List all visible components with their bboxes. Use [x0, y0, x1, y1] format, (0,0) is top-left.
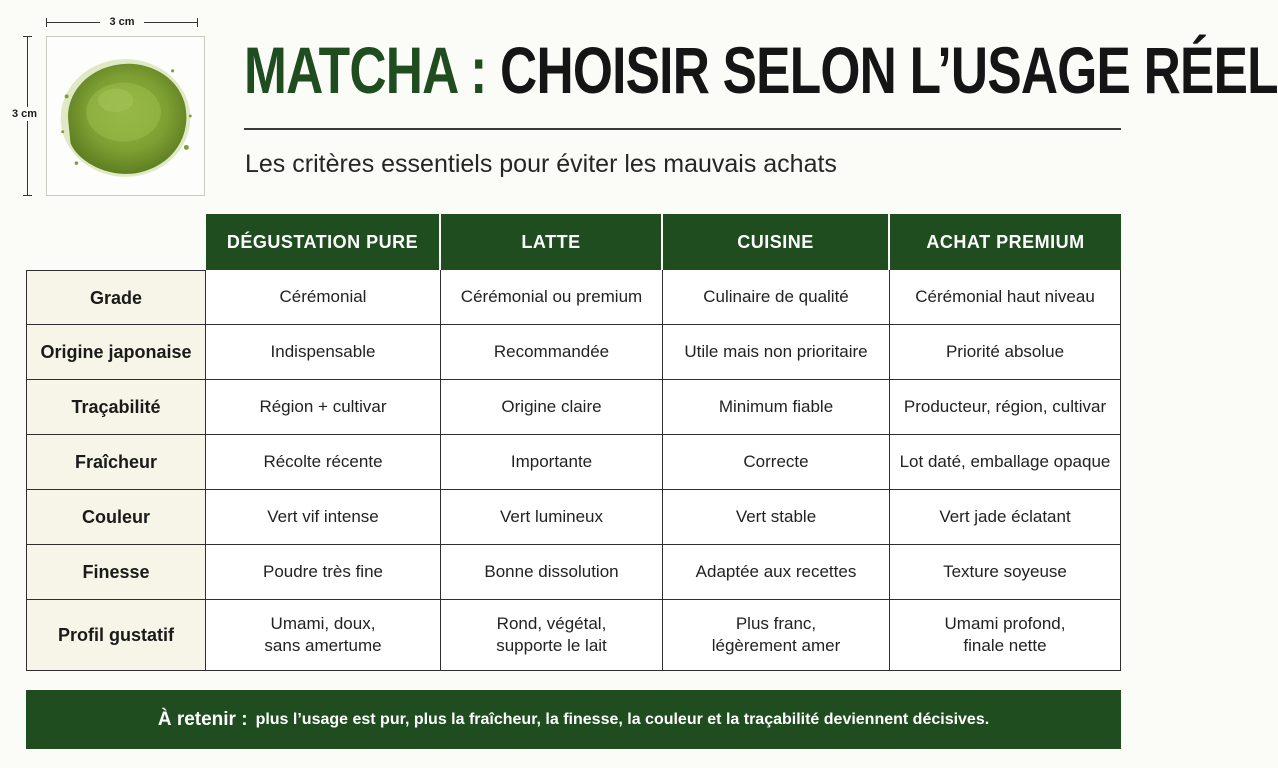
row-header-tracabilite: Traçabilité — [26, 380, 206, 435]
title-divider — [244, 128, 1121, 130]
page-subtitle: Les critères essentiels pour éviter les mauvais achats — [245, 150, 837, 178]
row-header-couleur: Couleur — [26, 490, 206, 545]
table-cell: Vert lumineux — [441, 490, 663, 545]
table-cell: Umami, doux, sans amertume — [206, 600, 441, 671]
table-cell: Vert vif intense — [206, 490, 441, 545]
table-cell: Importante — [441, 435, 663, 490]
table-cell: Culinaire de qualité — [663, 270, 890, 325]
column-header-cuisine: CUISINE — [663, 214, 890, 270]
table-cell: Région + cultivar — [206, 380, 441, 435]
row-header-grade: Grade — [26, 270, 206, 325]
page-title — [244, 28, 1278, 112]
table-cell: Adaptée aux recettes — [663, 545, 890, 600]
table-cell: Récolte récente — [206, 435, 441, 490]
table-cell: Rond, végétal, supporte le lait — [441, 600, 663, 671]
column-header-degustation: DÉGUSTATION PURE — [206, 214, 441, 270]
matcha-powder-image — [46, 36, 205, 196]
table-cell: Origine claire — [441, 380, 663, 435]
table-cell: Cérémonial — [206, 270, 441, 325]
table-cell: Texture soyeuse — [890, 545, 1121, 600]
table-cell: Vert jade éclatant — [890, 490, 1121, 545]
title-accent: MATCHA : — [244, 33, 487, 107]
row-header-origine: Origine japonaise — [26, 325, 206, 380]
column-header-latte: LATTE — [441, 214, 663, 270]
title-rest: CHOISIR SELON L’USAGE RÉEL — [500, 33, 1278, 107]
table-cell: Vert stable — [663, 490, 890, 545]
column-header-achat-premium: ACHAT PREMIUM — [890, 214, 1121, 270]
table-cell: Minimum fiable — [663, 380, 890, 435]
table-cell: Correcte — [663, 435, 890, 490]
table-cell: Umami profond, finale nette — [890, 600, 1121, 671]
table-corner — [26, 214, 206, 270]
takeaway-lead: À retenir : — [157, 708, 248, 730]
table-cell: Recommandée — [441, 325, 663, 380]
row-header-finesse: Finesse — [26, 545, 206, 600]
table-cell: Cérémonial ou premium — [441, 270, 663, 325]
table-cell: Utile mais non prioritaire — [663, 325, 890, 380]
table-cell: Indispensable — [206, 325, 441, 380]
matcha-powder-icon — [47, 37, 204, 195]
row-header-fraicheur: Fraîcheur — [26, 435, 206, 490]
table-cell: Priorité absolue — [890, 325, 1121, 380]
table-cell: Poudre très fine — [206, 545, 441, 600]
table-cell: Producteur, région, cultivar — [890, 380, 1121, 435]
comparison-table — [26, 214, 1121, 671]
row-header-profil-gustatif: Profil gustatif — [26, 600, 206, 671]
takeaway-text: plus l’usage est pur, plus la fraîcheur, la finesse, la couleur et la traçabilité deviennent décisives. — [255, 710, 990, 728]
table-cell: Bonne dissolution — [441, 545, 663, 600]
width-dimension-label: 3 cm — [100, 15, 144, 29]
takeaway-banner — [26, 690, 1121, 749]
table-cell: Cérémonial haut niveau — [890, 270, 1121, 325]
table-cell: Plus franc, légèrement amer — [663, 600, 890, 671]
height-dimension-label: 3 cm — [12, 107, 46, 121]
table-cell: Lot daté, emballage opaque — [890, 435, 1121, 490]
